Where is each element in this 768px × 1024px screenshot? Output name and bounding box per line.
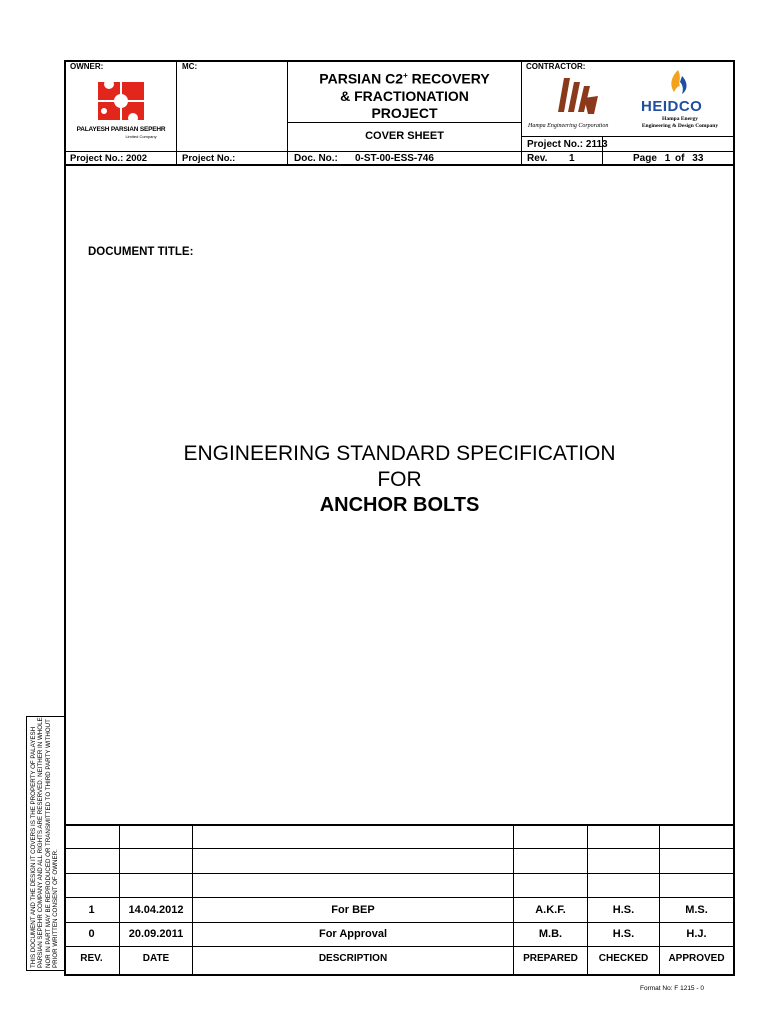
main-title-line1: ENGINEERING STANDARD SPECIFICATION (183, 442, 616, 465)
heidco-logo-text: HEIDCO (641, 98, 703, 115)
heidco-caption-2: Engineering & Design Company (641, 123, 719, 129)
main-title-line3: ANCHOR BOLTS (319, 494, 480, 516)
project-title-line1: PARSIAN C2 (319, 70, 404, 87)
rev-row-1-prepared: A.K.F. (535, 904, 566, 916)
sheet-title: COVER SHEET (365, 130, 444, 142)
rev-header-rev: REV. (80, 953, 103, 964)
rev-value: 1 (569, 153, 575, 164)
page-of-label: of (675, 153, 685, 164)
rev-row-1-approved: M.S. (685, 904, 708, 916)
rev-header-prepared: PREPARED (523, 953, 578, 964)
contractor-project-no-value: 2113 (585, 139, 608, 150)
rev-label: Rev. (527, 153, 548, 164)
rev-row-1-rev: 1 (88, 904, 95, 916)
heidco-flame-icon (666, 68, 690, 96)
page-total: 33 (692, 153, 704, 164)
rev-row-0-prepared: M.B. (538, 928, 563, 940)
doc-no-value: 0-ST-00-ESS-746 (355, 153, 434, 164)
page-value: 1 (664, 153, 671, 164)
ownership-notice-line4: PRIOR WRITTEN CONSENT OF OWNER. (51, 849, 59, 968)
format-number: Format No: F 1215 - 0 (640, 985, 704, 992)
rev-row-1-checked: H.S. (612, 904, 635, 916)
project-title-sup: + (403, 71, 408, 80)
owner-company-name: PALAYESH PARSIAN SEPEHR (76, 126, 166, 133)
page-indicator (633, 153, 703, 164)
rev-row-1-description: For BEP (331, 904, 375, 916)
heidco-caption-1: Hampa Energy (662, 116, 698, 122)
owner-project-no (70, 153, 147, 164)
mc-project-no-label: Project No.: (182, 153, 236, 164)
ownership-notice-line2: PARSIAN SEPEHR COMPANY AND ALL RIGHTS ARE RESERVED. NEITHER IN WHOLE (37, 717, 45, 968)
rev-header-checked: CHECKED (598, 953, 649, 964)
page-label: Page (633, 153, 657, 164)
document-title-label: DOCUMENT TITLE: (88, 246, 194, 258)
project-title-line1-suffix: RECOVERY (407, 70, 490, 87)
contractor-project-no (527, 139, 608, 150)
ownership-notice-line1: THIS DOCUMENT AND THE DESIGN IT COVERS IS THE PROPERTY OF PALAYESH (30, 726, 37, 968)
mc-label: MC: (182, 62, 198, 71)
rev-header-approved: APPROVED (668, 953, 725, 964)
rev-header-date: DATE (142, 953, 170, 964)
ownership-notice-line3: NOR IN PART MAY BE REPRODUCED OR TRANSMITTED TO THIRD PARTY WITHOUT (44, 719, 52, 968)
rev-row-0-approved: H.J. (686, 928, 707, 940)
owner-logo (96, 78, 146, 122)
rev-row-0-date: 20.09.2011 (128, 928, 184, 940)
project-title (288, 67, 521, 122)
project-title-line3: PROJECT (371, 104, 438, 121)
rev-row-1-date: 14.04.2012 (128, 904, 184, 916)
project-title-line2: & FRACTIONATION (340, 87, 469, 104)
owner-project-no-label: Project No.: (70, 153, 124, 164)
doc-no-label: Doc. No.: (294, 153, 338, 164)
rev-row-0-description: For Approval (318, 928, 388, 940)
main-title-line2: FOR (377, 468, 422, 491)
rev-row-0-rev: 0 (88, 928, 95, 940)
hampa-logo (554, 72, 600, 116)
contractor-project-no-label: Project No.: (527, 139, 584, 150)
rev-row-0-checked: H.S. (612, 928, 635, 940)
owner-label: OWNER: (70, 62, 104, 71)
contractor-label: CONTRACTOR: (526, 62, 586, 71)
ownership-notice (30, 717, 59, 968)
owner-project-no-value: 2002 (125, 153, 148, 164)
rev-header-description: DESCRIPTION (318, 953, 388, 964)
hampa-caption: Hampa Engineering Corporation (528, 123, 609, 129)
owner-company-sub: Limited Company (125, 134, 157, 139)
